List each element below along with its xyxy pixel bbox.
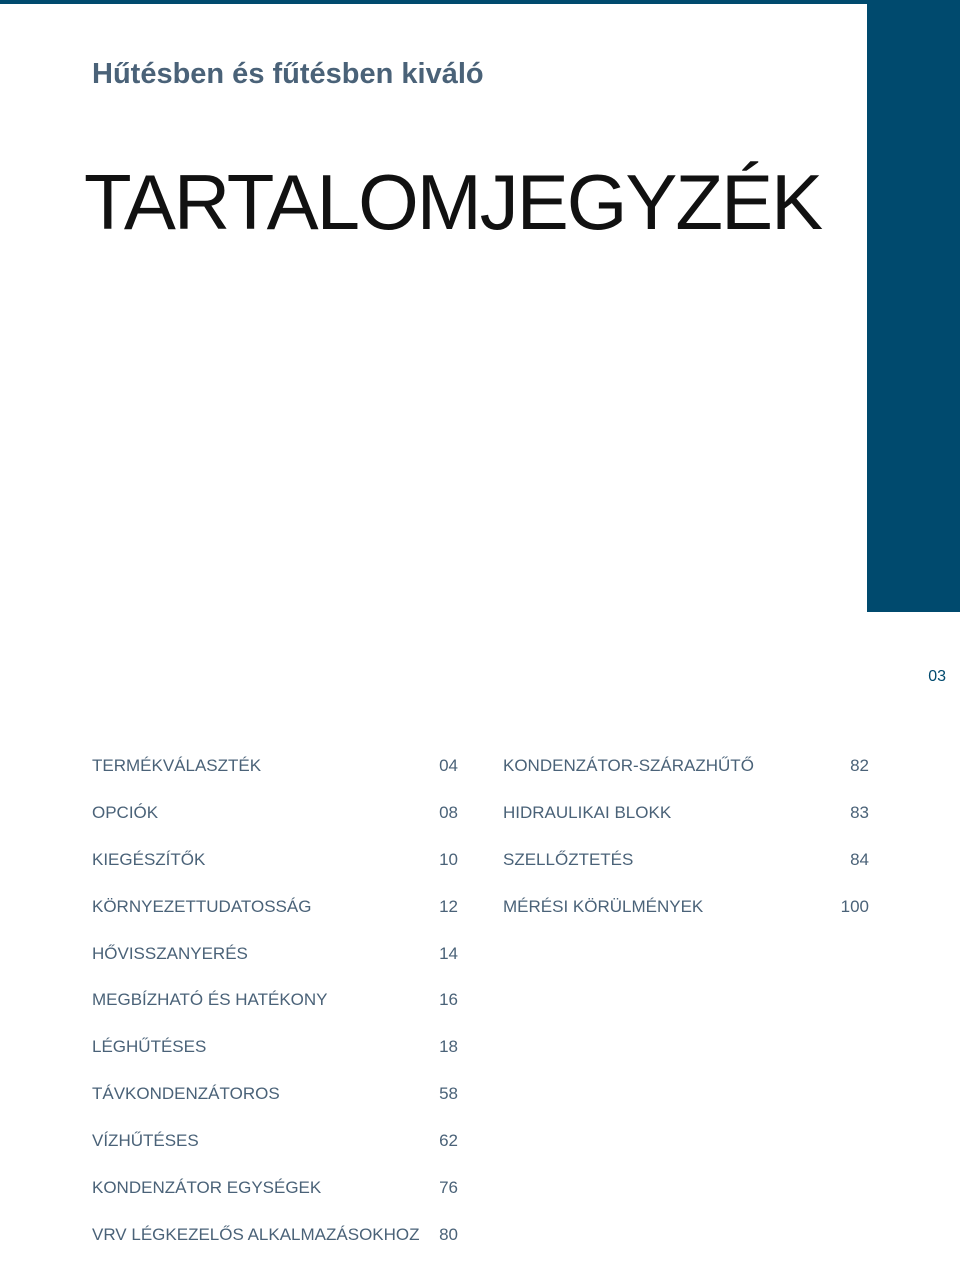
page-number: 03	[928, 668, 946, 685]
toc-item-page: 100	[840, 896, 869, 916]
toc-item[interactable]	[92, 1080, 458, 1127]
toc-item-label: KONDENZÁTOR-SZÁRAZHŰTŐ	[503, 756, 754, 775]
toc-item[interactable]	[92, 1221, 458, 1268]
toc-item-label: TERMÉKVÁLASZTÉK	[92, 756, 262, 775]
toc-item-page: 62	[439, 1131, 458, 1151]
toc-item-label: KONDENZÁTOR EGYSÉGEK	[92, 1178, 322, 1198]
toc-item-page: 16	[439, 990, 458, 1010]
toc-item-label: MÉRÉSI KÖRÜLMÉNYEK	[503, 896, 704, 916]
toc-right-column	[503, 752, 869, 940]
toc-item-label: VÍZHŰTÉSES	[92, 1131, 199, 1151]
toc-item-page: 18	[439, 1037, 458, 1057]
toc-item-page: 14	[439, 943, 458, 963]
toc-item[interactable]	[92, 893, 458, 940]
top-accent-bar	[0, 0, 960, 4]
toc-item[interactable]	[92, 752, 458, 799]
toc-item-page: 04	[439, 756, 458, 775]
toc-item-page: 58	[439, 1084, 458, 1104]
toc-item[interactable]	[92, 986, 458, 1033]
toc-item-label: VRV LÉGKEZELŐS ALKALMAZÁSOKHOZ	[92, 1224, 420, 1244]
toc-item-label: TÁVKONDENZÁTOROS	[92, 1084, 280, 1104]
toc-item-label: OPCIÓK	[92, 802, 159, 822]
toc-item-label: MEGBÍZHATÓ ÉS HATÉKONY	[92, 990, 328, 1010]
toc-item-page: 10	[439, 849, 458, 869]
toc-item-page: 12	[439, 896, 458, 916]
toc-item[interactable]	[92, 1127, 458, 1174]
toc-item[interactable]	[503, 752, 869, 799]
toc-item-label: KÖRNYEZETTUDATOSSÁG	[92, 896, 312, 916]
toc-item[interactable]	[92, 846, 458, 893]
toc-item-page: 84	[850, 849, 869, 869]
toc-item[interactable]	[92, 1033, 458, 1080]
toc-item-label: LÉGHŰTÉSES	[92, 1037, 207, 1057]
toc-item-label: KIEGÉSZÍTŐK	[92, 849, 206, 869]
document-subtitle: Hűtésben és fűtésben kiváló	[92, 58, 484, 90]
toc-item-page: 83	[850, 802, 869, 822]
side-accent-block	[867, 0, 960, 612]
toc-item-label: SZELLŐZTETÉS	[503, 849, 634, 869]
toc-item-page: 82	[850, 756, 869, 775]
toc-item[interactable]	[92, 1174, 458, 1221]
toc-item-page: 08	[439, 802, 458, 822]
toc-left-column	[92, 752, 458, 1268]
toc-item-label: HIDRAULIKAI BLOKK	[503, 802, 672, 822]
toc-item-label: HŐVISSZANYERÉS	[92, 943, 248, 963]
toc-item[interactable]	[503, 893, 869, 940]
toc-item[interactable]	[503, 846, 869, 893]
toc-item[interactable]	[92, 940, 458, 987]
page-title: TARTALOMJEGYZÉK	[84, 158, 822, 246]
toc-item[interactable]	[503, 799, 869, 846]
toc-item-page: 76	[439, 1178, 458, 1198]
toc-item[interactable]	[92, 799, 458, 846]
toc-item-page: 80	[439, 1224, 458, 1244]
